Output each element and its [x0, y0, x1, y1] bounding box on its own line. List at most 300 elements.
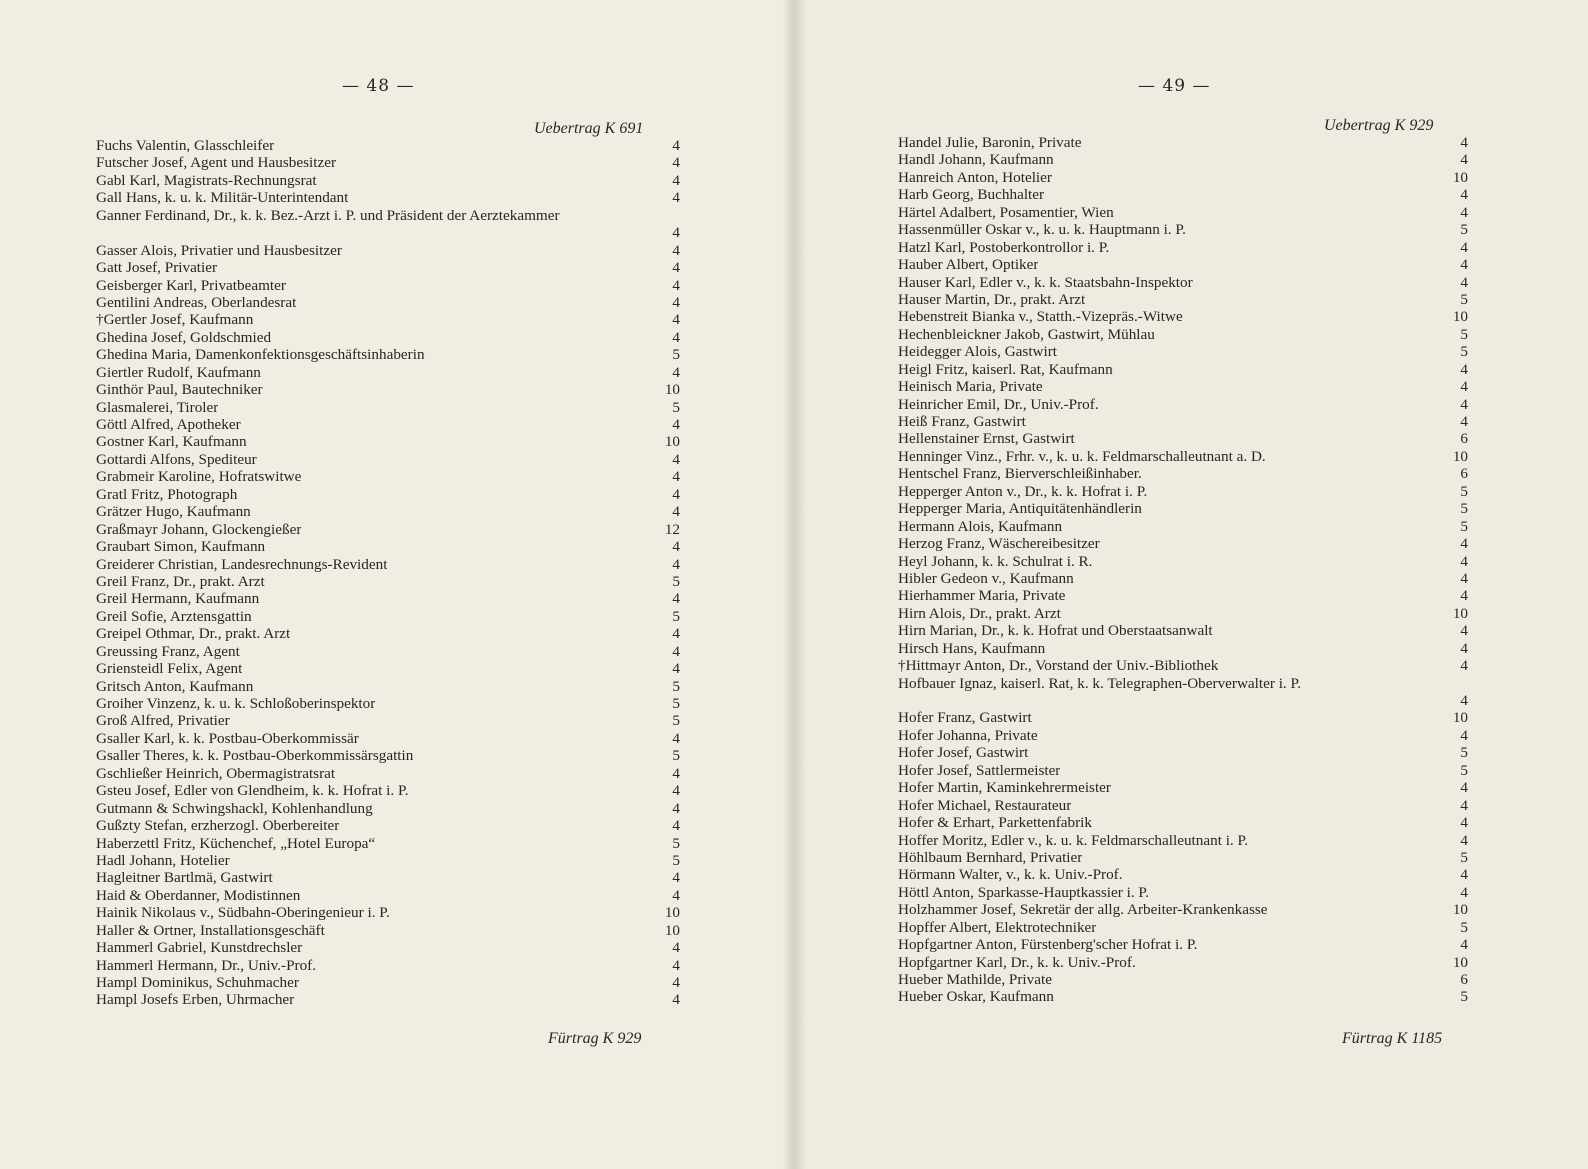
list-item	[96, 835, 680, 852]
subscriber-name: Hagleitner Bartlmä, Gastwirt	[96, 869, 273, 887]
contribution-amount: 4	[672, 171, 680, 189]
list-item	[898, 483, 1468, 500]
list-item	[898, 814, 1468, 831]
list-item	[96, 974, 680, 991]
list-item	[96, 346, 680, 363]
subscriber-name: Griensteidl Felix, Agent	[96, 660, 243, 678]
subscriber-name: Hauber Albert, Optiker	[898, 256, 1039, 274]
list-item	[96, 817, 680, 834]
contribution-amount: 4	[672, 154, 680, 172]
contribution-amount: 4	[672, 991, 680, 1009]
contribution-amount: 4	[672, 764, 680, 782]
subscriber-name: Heinisch Maria, Private	[898, 378, 1043, 396]
contribution-amount: 4	[672, 311, 680, 329]
list-item	[898, 343, 1468, 360]
subscriber-name: Hellenstainer Ernst, Gastwirt	[898, 430, 1075, 448]
subscriber-name: Greil Franz, Dr., prakt. Arzt	[96, 572, 265, 590]
subscriber-name: Hermann Alois, Kaufmann	[898, 517, 1063, 535]
contribution-amount: 5	[1460, 517, 1468, 535]
list-item	[96, 991, 680, 1008]
list-item	[898, 186, 1468, 203]
contribution-amount: 4	[1460, 779, 1468, 797]
carry-in-total: Uebertrag K 929	[1324, 117, 1434, 134]
list-item	[898, 832, 1468, 849]
subscriber-name: Hampl Dominikus, Schuhmacher	[96, 974, 299, 992]
contribution-amount: 5	[1460, 744, 1468, 762]
list-item	[898, 919, 1468, 936]
subscriber-name: Hebenstreit Bianka v., Statth.-Vizepräs.-Witwe	[898, 308, 1183, 326]
contribution-amount: 4	[1460, 134, 1468, 151]
subscriber-name: Hierhammer Maria, Private	[898, 587, 1066, 605]
subscriber-name: Gritsch Anton, Kaufmann	[96, 677, 254, 695]
list-item	[898, 866, 1468, 883]
carry-out-total: Fürtrag K 1185	[1342, 1030, 1443, 1047]
subscriber-name: Grabmeir Karoline, Hofratswitwe	[96, 468, 302, 486]
subscriber-name: Hopfgartner Anton, Fürstenberg'scher Hofrat i. P.	[898, 936, 1198, 954]
contribution-amount: 4	[672, 660, 680, 678]
contribution-amount: 5	[672, 607, 680, 625]
subscriber-name: Greil Hermann, Kaufmann	[96, 590, 260, 608]
list-item	[898, 553, 1468, 570]
subscriber-name: Hopffer Albert, Elektrotechniker	[898, 918, 1097, 936]
list-item	[96, 277, 680, 294]
subscriber-list	[96, 137, 680, 1009]
subscriber-name: Handel Julie, Baronin, Private	[898, 134, 1082, 151]
list-item	[96, 747, 680, 764]
contribution-amount: 4	[672, 293, 680, 311]
list-item	[898, 605, 1468, 622]
list-item	[898, 151, 1468, 168]
contribution-amount: 5	[672, 398, 680, 416]
subscriber-name: Greipel Othmar, Dr., prakt. Arzt	[96, 625, 291, 643]
contribution-amount: 4	[1460, 657, 1468, 675]
subscriber-name: Höhlbaum Bernhard, Privatier	[898, 848, 1083, 866]
page-number: — 49 —	[1138, 76, 1211, 96]
subscriber-name: Hirn Alois, Dr., prakt. Arzt	[898, 604, 1061, 622]
list-item	[96, 468, 680, 485]
subscriber-name: Hörmann Walter, v., k. k. Univ.-Prof.	[898, 866, 1123, 884]
subscriber-name: Gottardi Alfons, Spediteur	[96, 450, 257, 468]
subscriber-name: Harb Georg, Buchhalter	[898, 186, 1045, 204]
list-item	[96, 800, 680, 817]
contribution-amount: 5	[1460, 290, 1468, 308]
contribution-amount: 5	[672, 695, 680, 713]
contribution-amount: 5	[1460, 343, 1468, 361]
subscriber-name: Hofer Josef, Gastwirt	[898, 744, 1029, 762]
subscriber-name: Greil Sofie, Arztensgattin	[96, 607, 252, 625]
contribution-amount: 4	[1460, 151, 1468, 169]
list-item	[96, 904, 680, 921]
book-gutter	[782, 0, 806, 1169]
list-item	[898, 518, 1468, 535]
list-item	[898, 256, 1468, 273]
subscriber-name: Heigl Fritz, kaiserl. Rat, Kaufmann	[898, 360, 1113, 378]
list-item	[898, 308, 1468, 325]
list-item	[898, 204, 1468, 221]
list-item	[96, 364, 680, 381]
list-item	[96, 869, 680, 886]
list-item	[898, 378, 1468, 395]
contribution-amount: 4	[672, 886, 680, 904]
subscriber-name: Graßmayr Johann, Glockengießer	[96, 520, 302, 538]
list-item	[96, 521, 680, 538]
carry-in-total: Uebertrag K 691	[534, 120, 644, 137]
list-item	[898, 396, 1468, 413]
contribution-amount: 4	[672, 799, 680, 817]
subscriber-name: Hofer Martin, Kaminkehrermeister	[898, 779, 1111, 797]
list-item	[96, 608, 680, 625]
contribution-amount: 5	[672, 851, 680, 869]
list-item	[898, 239, 1468, 256]
contribution-amount: 4	[1460, 273, 1468, 291]
contribution-amount: 4	[672, 416, 680, 434]
contribution-amount: 10	[1452, 709, 1468, 727]
list-item	[898, 709, 1468, 726]
list-item	[898, 884, 1468, 901]
subscriber-name: Ginthör Paul, Bautechniker	[96, 381, 263, 399]
contribution-amount: 5	[1460, 988, 1468, 1006]
contribution-amount: 12	[664, 520, 680, 538]
contribution-amount: 6	[1460, 465, 1468, 483]
subscriber-name: Grätzer Hugo, Kaufmann	[96, 503, 251, 521]
contribution-amount: 10	[1452, 168, 1468, 186]
list-item	[96, 189, 680, 206]
list-item	[898, 797, 1468, 814]
contribution-amount: 6	[1460, 971, 1468, 989]
subscriber-name: Gatt Josef, Privatier	[96, 259, 218, 277]
list-item	[898, 587, 1468, 604]
contribution-amount: 4	[1460, 796, 1468, 814]
subscriber-name: Gschließer Heinrich, Obermagistratsrat	[96, 764, 336, 782]
contribution-amount: 4	[672, 869, 680, 887]
contribution-amount: 4	[1460, 814, 1468, 832]
list-item	[898, 465, 1468, 482]
subscriber-name: Groiher Vinzenz, k. u. k. Schloßoberinspektor	[96, 695, 376, 713]
contribution-amount: 4	[672, 729, 680, 747]
contribution-amount: 4	[672, 450, 680, 468]
contribution-amount: 4	[1460, 692, 1468, 709]
contribution-amount: 4	[1460, 360, 1468, 378]
list-item	[898, 988, 1468, 1005]
list-item	[898, 448, 1468, 465]
list-item	[898, 291, 1468, 308]
list-item	[898, 971, 1468, 988]
list-item	[96, 678, 680, 695]
contribution-amount: 4	[672, 363, 680, 381]
contribution-amount: 5	[1460, 482, 1468, 500]
subscriber-name: Hadl Johann, Hotelier	[96, 851, 230, 869]
subscriber-name: Hofbauer Ignaz, kaiserl. Rat, k. k. Telegraphen-Oberverwalter i. P.	[898, 674, 1302, 692]
subscriber-name: Hauser Karl, Edler v., k. k. Staatsbahn-Inspektor	[898, 273, 1193, 291]
subscriber-name: Gostner Karl, Kaufmann	[96, 433, 247, 451]
contribution-amount: 10	[664, 433, 680, 451]
contribution-amount: 4	[672, 137, 680, 154]
contribution-amount: 4	[1460, 936, 1468, 954]
contribution-amount: 4	[1460, 552, 1468, 570]
subscriber-name: Hepperger Maria, Antiquitätenhändlerin	[898, 500, 1142, 518]
list-item	[96, 712, 680, 729]
subscriber-name: Gratl Fritz, Photograph	[96, 485, 238, 503]
subscriber-name: Gsaller Theres, k. k. Postbau-Oberkommissärsgattin	[96, 747, 414, 765]
list-item	[96, 573, 680, 590]
subscriber-name: Hofer Josef, Sattlermeister	[898, 761, 1061, 779]
list-item	[96, 416, 680, 433]
list-item	[96, 486, 680, 503]
list-item	[898, 762, 1468, 779]
contribution-amount: 5	[672, 346, 680, 364]
contribution-amount: 4	[672, 241, 680, 259]
contribution-amount: 4	[672, 224, 680, 242]
subscriber-name: Ganner Ferdinand, Dr., k. k. Bez.-Arzt i. P. und Präsident der Aerztekammer	[96, 206, 560, 224]
contribution-amount: 4	[672, 555, 680, 573]
list-item	[96, 643, 680, 660]
list-item	[898, 954, 1468, 971]
subscriber-name: †Gertler Josef, Kaufmann	[96, 311, 254, 329]
list-item	[96, 137, 680, 154]
list-item	[96, 451, 680, 468]
list-item	[96, 311, 680, 328]
list-item	[898, 744, 1468, 761]
contribution-amount: 4	[1460, 569, 1468, 587]
contribution-amount: 5	[672, 834, 680, 852]
list-item	[898, 274, 1468, 291]
subscriber-name: Hampl Josefs Erben, Uhrmacher	[96, 991, 295, 1009]
list-item	[96, 172, 680, 189]
contribution-amount: 5	[672, 677, 680, 695]
subscriber-name: Gsaller Karl, k. k. Postbau-Oberkommissär	[96, 729, 359, 747]
list-item	[898, 570, 1468, 587]
subscriber-name: Gall Hans, k. u. k. Militär-Unterintendant	[96, 189, 349, 207]
subscriber-name: Hibler Gedeon v., Kaufmann	[898, 569, 1074, 587]
contribution-amount: 5	[672, 572, 680, 590]
subscriber-name: Hueber Oskar, Kaufmann	[898, 988, 1054, 1006]
contribution-amount: 10	[664, 921, 680, 939]
subscriber-name: Hopfgartner Karl, Dr., k. k. Univ.-Prof.	[898, 953, 1136, 971]
contribution-amount: 5	[1460, 325, 1468, 343]
list-item	[96, 660, 680, 677]
contribution-amount: 4	[672, 485, 680, 503]
subscriber-name: Höttl Anton, Sparkasse-Hauptkassier i. P.	[898, 883, 1149, 901]
subscriber-name: Härtel Adalbert, Posamentier, Wien	[898, 203, 1114, 221]
subscriber-name: Glasmalerei, Tiroler	[96, 398, 219, 416]
subscriber-name: Futscher Josef, Agent und Hausbesitzer	[96, 154, 336, 172]
subscriber-name: Hentschel Franz, Bierverschleißinhaber.	[898, 465, 1142, 483]
contribution-amount: 4	[672, 782, 680, 800]
subscriber-name: Fuchs Valentin, Glasschleifer	[96, 137, 275, 154]
contribution-amount: 6	[1460, 430, 1468, 448]
list-item	[898, 640, 1468, 657]
subscriber-name: Gsteu Josef, Edler von Glendheim, k. k. Hofrat i. P.	[96, 782, 409, 800]
list-item	[898, 779, 1468, 796]
list-item	[898, 901, 1468, 918]
list-item	[898, 326, 1468, 343]
contribution-amount: 5	[1460, 221, 1468, 239]
subscriber-name: Gentilini Andreas, Oberlandesrat	[96, 293, 297, 311]
subscriber-name: Graubart Simon, Kaufmann	[96, 538, 266, 556]
list-item	[898, 169, 1468, 186]
contribution-amount: 10	[1452, 308, 1468, 326]
list-item	[96, 730, 680, 747]
list-item	[898, 500, 1468, 517]
subscriber-name: Heidegger Alois, Gastwirt	[898, 343, 1058, 361]
contribution-amount: 4	[672, 468, 680, 486]
list-item	[96, 329, 680, 346]
contribution-amount: 4	[1460, 726, 1468, 744]
list-item	[96, 538, 680, 555]
contribution-amount: 4	[1460, 395, 1468, 413]
contribution-amount: 10	[664, 381, 680, 399]
contribution-amount: 4	[672, 939, 680, 957]
contribution-amount: 10	[1452, 604, 1468, 622]
list-item	[96, 433, 680, 450]
subscriber-name: Hirsch Hans, Kaufmann	[898, 639, 1046, 657]
subscriber-name: Henninger Vinz., Frhr. v., k. u. k. Feldmarschalleutnant a. D.	[898, 447, 1266, 465]
subscriber-name: Heiß Franz, Gastwirt	[898, 413, 1026, 430]
list-item	[96, 242, 680, 259]
carry-out-total: Fürtrag K 929	[548, 1030, 642, 1047]
list-item	[96, 922, 680, 939]
contribution-amount: 4	[1460, 587, 1468, 605]
subscriber-name: Ghedina Josef, Goldschmied	[96, 328, 272, 346]
list-item	[898, 361, 1468, 378]
contribution-amount: 5	[1460, 500, 1468, 518]
list-item	[96, 207, 680, 242]
subscriber-name: Hueber Mathilde, Private	[898, 971, 1052, 989]
subscriber-name: Geisberger Karl, Privatbeamter	[96, 276, 286, 294]
contribution-amount: 4	[672, 328, 680, 346]
subscriber-name: Hirn Marian, Dr., k. k. Hofrat und Oberstaatsanwalt	[898, 622, 1213, 640]
list-item	[96, 695, 680, 712]
contribution-amount: 5	[672, 712, 680, 730]
list-item	[96, 590, 680, 607]
list-item	[898, 675, 1468, 710]
list-item	[96, 782, 680, 799]
contribution-amount: 10	[664, 904, 680, 922]
subscriber-name: Giertler Rudolf, Kaufmann	[96, 363, 261, 381]
contribution-amount: 4	[672, 642, 680, 660]
list-item	[898, 849, 1468, 866]
contribution-amount: 5	[1460, 918, 1468, 936]
list-item	[96, 887, 680, 904]
subscriber-name: Hofer Michael, Restaurateur	[898, 796, 1072, 814]
contribution-amount: 4	[1460, 639, 1468, 657]
list-item	[96, 381, 680, 398]
subscriber-name: Hofer & Erhart, Parkettenfabrik	[898, 814, 1092, 832]
list-item	[96, 765, 680, 782]
subscriber-name: Hauser Martin, Dr., prakt. Arzt	[898, 290, 1086, 308]
subscriber-list	[898, 134, 1468, 1006]
subscriber-name: Hofer Johanna, Private	[898, 726, 1038, 744]
list-item	[96, 294, 680, 311]
subscriber-name: Göttl Alfred, Apotheker	[96, 416, 241, 434]
subscriber-name: Hechenbleickner Jakob, Gastwirt, Mühlau	[898, 325, 1155, 343]
subscriber-name: Hassenmüller Oskar v., k. u. k. Hauptmann i. P.	[898, 221, 1186, 239]
contribution-amount: 10	[1452, 447, 1468, 465]
subscriber-name: Heyl Johann, k. k. Schulrat i. R.	[898, 552, 1093, 570]
contribution-amount: 4	[1460, 883, 1468, 901]
list-item	[96, 503, 680, 520]
list-item	[96, 259, 680, 276]
contribution-amount: 4	[672, 590, 680, 608]
subscriber-name: Gußzty Stefan, erzherzogl. Oberbereiter	[96, 817, 340, 835]
contribution-amount: 5	[1460, 848, 1468, 866]
subscriber-name: Hammerl Hermann, Dr., Univ.-Prof.	[96, 956, 317, 974]
contribution-amount: 4	[672, 259, 680, 277]
subscriber-name: Handl Johann, Kaufmann	[898, 151, 1054, 169]
right-page	[794, 0, 1588, 1169]
subscriber-name: Holzhammer Josef, Sekretär der allg. Arbeiter-Krankenkasse	[898, 901, 1268, 919]
contribution-amount: 4	[672, 625, 680, 643]
subscriber-name: Ghedina Maria, Damenkonfektionsgeschäftsinhaberin	[96, 346, 425, 364]
contribution-amount: 4	[1460, 831, 1468, 849]
subscriber-name: Gasser Alois, Privatier und Hausbesitzer	[96, 241, 342, 259]
list-item	[898, 657, 1468, 674]
subscriber-name: Haberzettl Fritz, Küchenchef, „Hotel Europa“	[96, 834, 376, 852]
contribution-amount: 4	[672, 817, 680, 835]
subscriber-name: Haller & Ortner, Installationsgeschäft	[96, 921, 325, 939]
subscriber-name: Gutmann & Schwingshackl, Kohlenhandlung	[96, 799, 373, 817]
subscriber-name: Groß Alfred, Privatier	[96, 712, 230, 730]
contribution-amount: 4	[672, 503, 680, 521]
contribution-amount: 4	[672, 956, 680, 974]
subscriber-name: Greussing Franz, Agent	[96, 642, 240, 660]
subscriber-name: Herzog Franz, Wäschereibesitzer	[898, 535, 1100, 553]
list-item	[898, 936, 1468, 953]
subscriber-name: Hainik Nikolaus v., Südbahn-Oberingenieur i. P.	[96, 904, 390, 922]
subscriber-name: Hepperger Anton v., Dr., k. k. Hofrat i. P.	[898, 482, 1148, 500]
list-item	[898, 221, 1468, 238]
contribution-amount: 4	[672, 276, 680, 294]
list-item	[898, 413, 1468, 430]
contribution-amount: 4	[1460, 238, 1468, 256]
contribution-amount: 4	[1460, 378, 1468, 396]
subscriber-name: Heinricher Emil, Dr., Univ.-Prof.	[898, 395, 1099, 413]
contribution-amount: 4	[672, 189, 680, 207]
subscriber-name: Haid & Oberdanner, Modistinnen	[96, 886, 301, 904]
list-item	[898, 134, 1468, 151]
contribution-amount: 10	[1452, 901, 1468, 919]
list-item	[96, 625, 680, 642]
subscriber-name: Greiderer Christian, Landesrechnungs-Revident	[96, 555, 388, 573]
contribution-amount: 4	[1460, 866, 1468, 884]
subscriber-name: Hofer Franz, Gastwirt	[898, 709, 1032, 727]
subscriber-name: Gabl Karl, Magistrats-Rechnungsrat	[96, 171, 317, 189]
contribution-amount: 5	[672, 747, 680, 765]
contribution-amount: 4	[672, 974, 680, 992]
contribution-amount: 4	[1460, 622, 1468, 640]
list-item	[898, 727, 1468, 744]
list-item	[96, 957, 680, 974]
subscriber-name: Hanreich Anton, Hotelier	[898, 168, 1052, 186]
list-item	[898, 430, 1468, 447]
contribution-amount: 4	[1460, 256, 1468, 274]
contribution-amount: 10	[1452, 953, 1468, 971]
list-item	[96, 939, 680, 956]
subscriber-name: Hatzl Karl, Postoberkontrollor i. P.	[898, 238, 1110, 256]
list-item	[96, 852, 680, 869]
subscriber-name: Hammerl Gabriel, Kunstdrechsler	[96, 939, 303, 957]
subscriber-name: †Hittmayr Anton, Dr., Vorstand der Univ.-Bibliothek	[898, 657, 1219, 675]
subscriber-name: Hoffer Moritz, Edler v., k. u. k. Feldmarschalleutnant i. P.	[898, 831, 1249, 849]
page-number: — 48 —	[342, 76, 415, 96]
list-item	[898, 622, 1468, 639]
list-item	[96, 399, 680, 416]
contribution-amount: 4	[1460, 186, 1468, 204]
list-item	[898, 535, 1468, 552]
contribution-amount: 4	[672, 538, 680, 556]
contribution-amount: 4	[1460, 413, 1468, 430]
list-item	[96, 154, 680, 171]
